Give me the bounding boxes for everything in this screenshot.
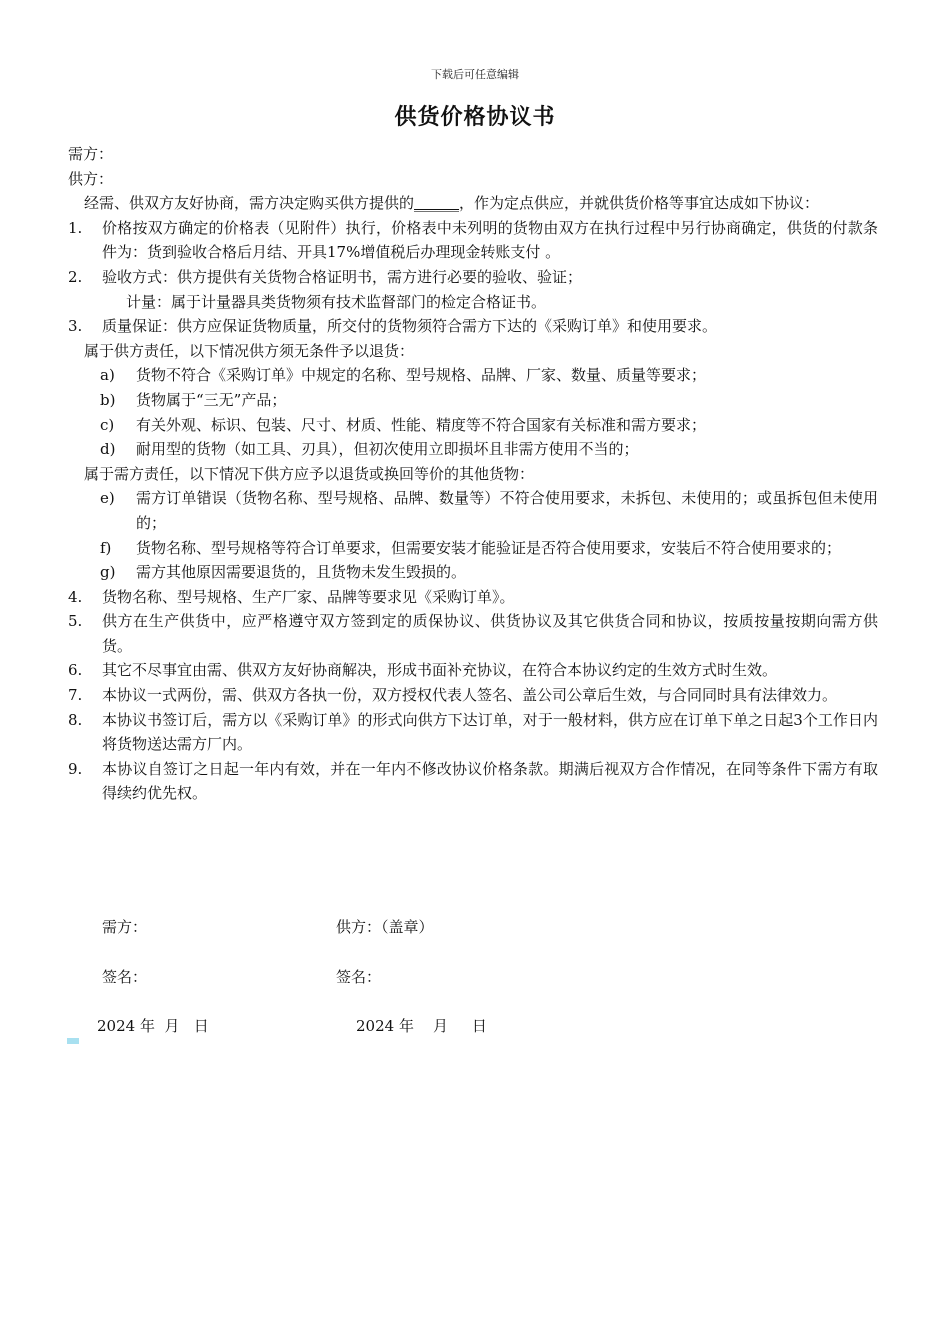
clause-text: 本协议自签订之日起一年内有效，并在一年内不修改协议价格条款。期满后视双方合作情况，在同等条件下需方有取得续约优先权。	[102, 759, 878, 803]
sub-item-text: 耐用型的货物（如工具、刃具），但初次使用立即损坏且非需方使用不当的；	[136, 440, 639, 459]
clause-number: 9.	[68, 759, 83, 778]
clause-text: 验收方式：供方提供有关货物合格证明书，需方进行必要的验收、验证；	[102, 267, 583, 286]
clause-item	[68, 757, 878, 806]
supplier-responsibility-intro: 属于供方责任，以下情况供方须无条件予以退货：	[84, 341, 415, 360]
clause-text: 供方在生产供货中，应严格遵守双方签到定的质保协议、供货协议及其它供货合同和协议，按质按量按期向需方供货。	[102, 612, 878, 655]
sub-item-label: c)	[100, 415, 115, 434]
clause-number: 7.	[68, 686, 83, 705]
clause-item	[68, 314, 878, 339]
sub-item	[68, 437, 878, 462]
sub-item-label: f)	[100, 538, 112, 557]
clause-number: 4.	[68, 587, 83, 606]
buyer-signature-label: 需方：	[102, 918, 148, 936]
clause-item	[68, 658, 878, 683]
sub-item	[68, 560, 878, 585]
intro-text-after: ，作为定点供应，并就供货价格等事宜达成如下协议：	[459, 194, 820, 213]
clause-text: 价格按双方确定的价格表（见附件）执行，价格表中未列明的货物由双方在执行过程中另行协商确定，供货的付款条件为：货到验收合格后月结、开具17%增值税后办理现金转账支付 。	[102, 218, 878, 262]
clause-text: 货物名称、型号规格、生产厂家、品牌等要求见《采购订单》。	[102, 587, 515, 606]
measurement-note: 计量：属于计量器具类货物须有技术监督部门的检定合格证书。	[126, 292, 547, 311]
clause-number: 2.	[68, 267, 83, 286]
text-cursor-marker	[67, 1038, 79, 1044]
supplier-date: 2024 年 月 日	[356, 1017, 487, 1035]
sub-item	[68, 536, 878, 561]
document-title: 供货价格协议书	[394, 104, 556, 130]
sub-item-label: g)	[100, 563, 116, 582]
sub-item-label: b)	[100, 390, 116, 409]
sub-item-label: a)	[100, 366, 115, 385]
sub-item-text: 货物属于“三无”产品；	[136, 390, 287, 409]
intro-text-before: 经需、供双方友好协商，需方决定购买供方提供的	[84, 194, 415, 213]
product-blank: ______	[414, 194, 460, 213]
header-note: 下载后可任意编辑	[431, 68, 519, 81]
sub-item-text: 需方其他原因需要退货的，且货物未发生毁损的。	[136, 563, 467, 582]
clause-item	[68, 708, 878, 757]
intro-paragraph	[68, 191, 878, 216]
clause-number: 5.	[68, 612, 83, 631]
sub-item-label: d)	[100, 440, 116, 459]
buyer-date: 2024 年 月 日	[97, 1017, 209, 1035]
buyer-sign-field: 签名：	[102, 968, 148, 986]
agreement-body	[68, 142, 878, 806]
clause-item	[68, 585, 878, 610]
sub-item	[68, 363, 878, 388]
sub-item	[68, 486, 878, 535]
clause-item	[68, 265, 878, 290]
clause-item	[68, 683, 878, 708]
clause-number: 6.	[68, 661, 83, 680]
clause-number: 3.	[68, 317, 83, 336]
sub-item-text: 货物不符合《采购订单》中规定的名称、型号规格、品牌、厂家、数量、质量等要求；	[136, 366, 707, 385]
sub-item-text: 货物名称、型号规格等符合订单要求，但需要安装才能验证是否符合使用要求，安装后不符合使用要求的；	[136, 538, 842, 557]
buyer-label: 需方：	[68, 145, 114, 163]
sub-item	[68, 388, 878, 413]
sub-item-label: e)	[100, 489, 115, 508]
clause-item	[68, 609, 878, 658]
sub-item	[68, 413, 878, 438]
clause-text: 本协议书签订后，需方以《采购订单》的形式向供方下达订单，对于一般材料，供方应在订单下单之日起3个工作日内将货物送达需方厂内。	[102, 710, 878, 754]
clause-number: 1.	[68, 218, 83, 237]
clause-text: 本协议一式两份，需、供双方各执一份，双方授权代表人签名、盖公司公章后生效，与合同同时具有法律效力。	[102, 686, 838, 705]
sub-item-text: 需方订单错误（货物名称、型号规格、品牌、数量等）不符合使用要求，未拆包、未使用的；或虽拆包但未使用的；	[136, 489, 878, 532]
supplier-seal-label: 供方：（盖章）	[336, 918, 434, 936]
clause-text: 其它不尽事宜由需、供双方友好协商解决，形成书面补充协议，在符合本协议约定的生效方式时生效。	[102, 661, 778, 680]
supplier-sign-field: 签名：	[336, 968, 382, 986]
buyer-responsibility-intro: 属于需方责任，以下情况下供方应予以退货或换回等价的其他货物：	[84, 464, 535, 483]
supplier-label: 供方：	[68, 169, 114, 188]
clause-item	[68, 216, 878, 265]
sub-item-text: 有关外观、标识、包装、尺寸、材质、性能、精度等不符合国家有关标准和需方要求；	[136, 415, 707, 434]
clause-number: 8.	[68, 710, 83, 729]
clause-text: 质量保证：供方应保证货物质量，所交付的货物须符合需方下达的《采购订单》和使用要求。	[102, 317, 718, 336]
